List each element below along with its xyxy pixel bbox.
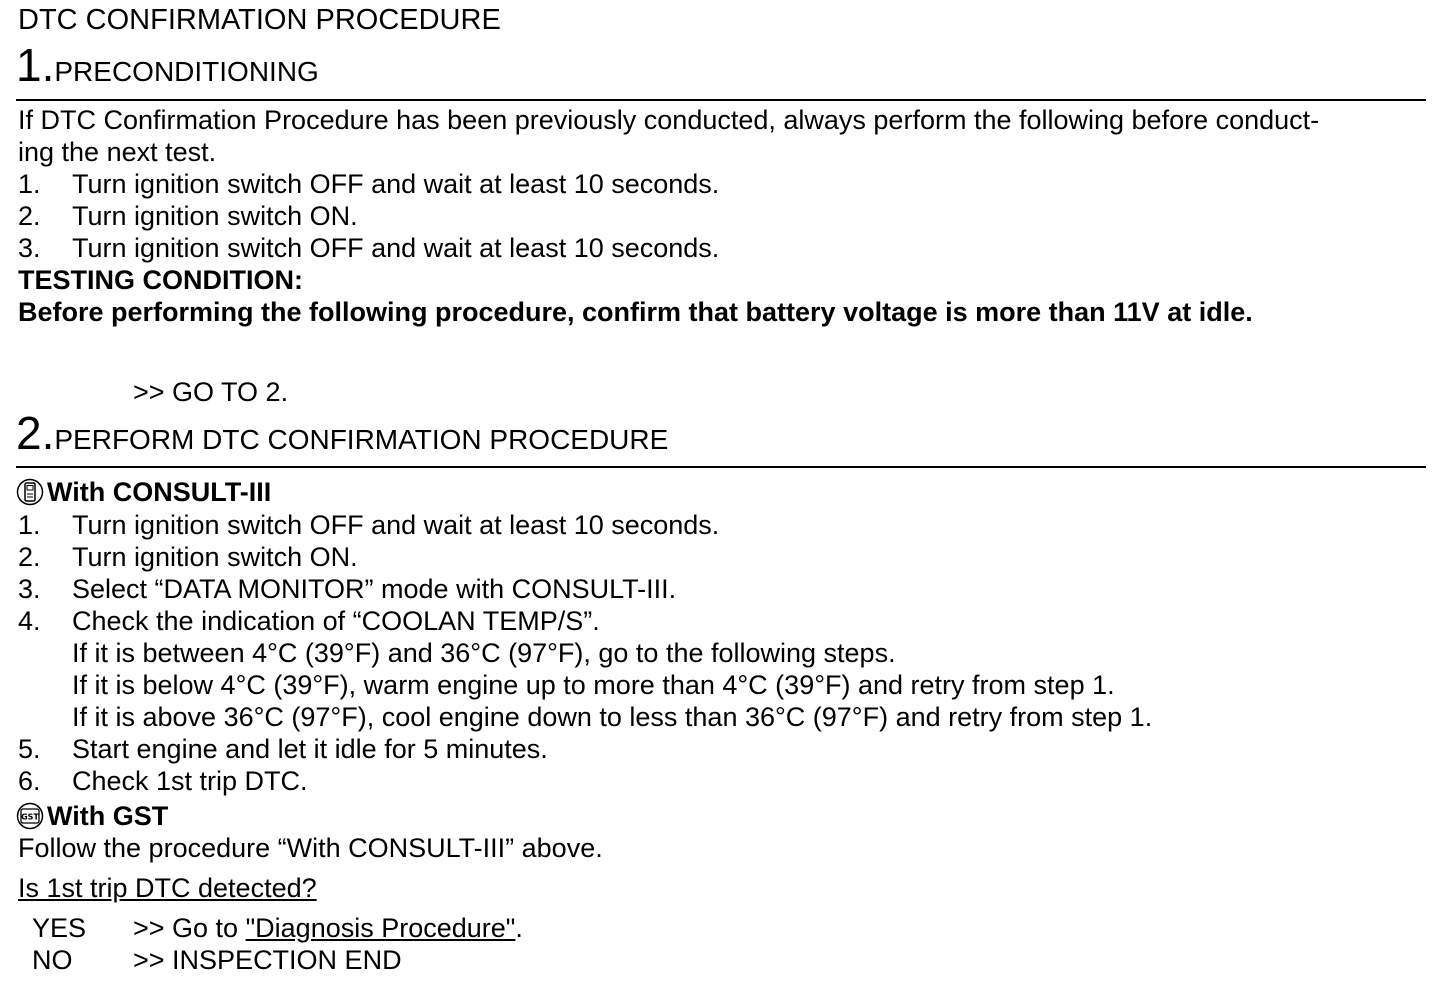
consult-tool-icon [16, 478, 44, 506]
list-text: Select “DATA MONITOR” mode with CONSULT-III. [72, 574, 677, 604]
list-number: 2. [18, 542, 41, 572]
list-number: 1. [18, 510, 41, 540]
svg-text:GST: GST [21, 812, 39, 822]
step-2-list-item [18, 765, 308, 797]
testing-condition-label: TESTING CONDITION: [18, 265, 303, 295]
gst-heading [16, 800, 168, 832]
step-2-divider [16, 466, 1426, 468]
step-1-divider [16, 99, 1426, 101]
answer-yes-row [32, 912, 523, 944]
step-1-intro-line-2: ing the next test. [18, 137, 217, 167]
answer-no-key: NO [32, 945, 73, 975]
list-text: Start engine and let it idle for 5 minutes. [72, 734, 548, 764]
list-text: Check the indication of “COOLAN TEMP/S”. [72, 606, 600, 636]
list-text: Turn ignition switch ON. [72, 201, 358, 231]
gst-instruction: Follow the procedure “With CONSULT-III” above. [18, 833, 603, 863]
detection-question: Is 1st trip DTC detected? [18, 873, 317, 903]
temperature-condition-line: If it is above 36°C (97°F), cool engine down to less than 36°C (97°F) and retry from step 1. [72, 702, 1153, 732]
list-number: 5. [18, 734, 41, 764]
testing-condition-text: Before performing the following procedure, confirm that battery voltage is more than 11V at idle. [18, 297, 1253, 327]
step-1-list-item [18, 200, 358, 232]
list-number: 6. [18, 766, 41, 796]
step-1-list-item [18, 168, 719, 200]
answer-yes-prefix: >> Go to [133, 913, 246, 943]
diagnosis-procedure-link[interactable]: "Diagnosis Procedure" [245, 913, 516, 943]
list-text: Turn ignition switch ON. [72, 542, 358, 572]
list-text: Turn ignition switch OFF and wait at least 10 seconds. [72, 169, 720, 199]
consult-label: With CONSULT-III [47, 477, 272, 507]
list-number: 1. [18, 169, 41, 199]
step-1-title: PRECONDITIONING [54, 56, 319, 87]
gst-label: With GST [47, 801, 169, 831]
step-1-heading [16, 39, 319, 91]
consult-heading [16, 476, 271, 508]
step-1-number: 1. [16, 39, 55, 91]
goto-step-2-link[interactable]: >> GO TO 2. [133, 377, 289, 407]
answer-no-row [32, 944, 402, 976]
list-number: 2. [18, 201, 41, 231]
step-2-list-item [18, 733, 548, 765]
answer-yes-suffix: . [515, 913, 523, 943]
temperature-condition-line: If it is between 4°C (39°F) and 36°C (97°F), go to the following steps. [72, 638, 896, 668]
list-number: 3. [18, 574, 41, 604]
answer-no-text: >> INSPECTION END [133, 945, 402, 975]
step-2-number: 2. [16, 407, 55, 459]
step-2-list-item [18, 509, 719, 541]
step-2-list-item [18, 541, 358, 573]
step-1-list-item [18, 232, 719, 264]
list-text: Check 1st trip DTC. [72, 766, 308, 796]
temperature-condition-line: If it is below 4°C (39°F), warm engine up to more than 4°C (39°F) and retry from step 1. [72, 670, 1115, 700]
list-text: Turn ignition switch OFF and wait at least 10 seconds. [72, 510, 720, 540]
step-2-list-item [18, 573, 676, 605]
list-number: 3. [18, 233, 41, 263]
step-1-intro-line-1: If DTC Confirmation Procedure has been previously conducted, always perform the following before conduct- [18, 105, 1320, 135]
list-number: 4. [18, 606, 41, 636]
page-header: DTC CONFIRMATION PROCEDURE [18, 4, 501, 36]
list-text: Turn ignition switch OFF and wait at least 10 seconds. [72, 233, 720, 263]
step-2-heading [16, 407, 669, 459]
step-2-list-item [18, 605, 600, 637]
step-2-title: PERFORM DTC CONFIRMATION PROCEDURE [54, 424, 669, 455]
gst-tool-icon [16, 802, 44, 830]
answer-yes-key: YES [32, 913, 87, 943]
